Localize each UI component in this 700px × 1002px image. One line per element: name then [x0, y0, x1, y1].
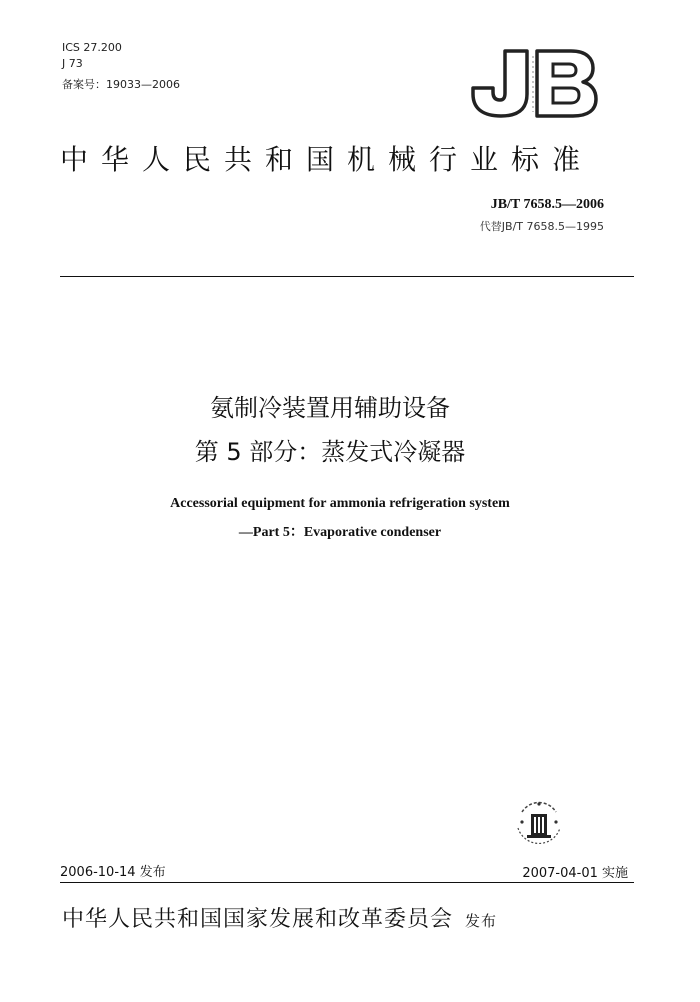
chinese-title-line1: 氨制冷装置用辅助设备 [210, 394, 450, 422]
record-number: 备案号：19033—2006 [62, 78, 180, 91]
publisher-line [62, 902, 497, 933]
industry-standard-heading: 中华人民共和国机械行业标准 [60, 143, 594, 176]
standard-number: JB/T 7658.5—2006 [490, 197, 604, 212]
ministry-emblem-icon [510, 798, 568, 850]
english-title-line1: Accessorial equipment for ammonia refrigeration system [170, 496, 510, 511]
top-divider [60, 276, 634, 277]
jb-logo [467, 48, 599, 118]
issue-date: 2006-10-14 发布 [60, 865, 166, 880]
classification-code: J 73 [62, 57, 83, 70]
implementation-date: 2007-04-01 实施 [522, 866, 628, 881]
replaces-standard: 代替JB/T 7658.5—1995 [479, 220, 604, 233]
publish-label: 发布 [465, 912, 498, 930]
ics-code: ICS 27.200 [62, 41, 122, 54]
english-title-line2: —Part 5：Evaporative condenser [238, 525, 442, 540]
chinese-title-line2: 第 5 部分：蒸发式冷凝器 [194, 438, 466, 466]
bottom-divider [60, 882, 634, 883]
publisher-name: 中华人民共和国国家发展和改革委员会 [62, 907, 454, 932]
